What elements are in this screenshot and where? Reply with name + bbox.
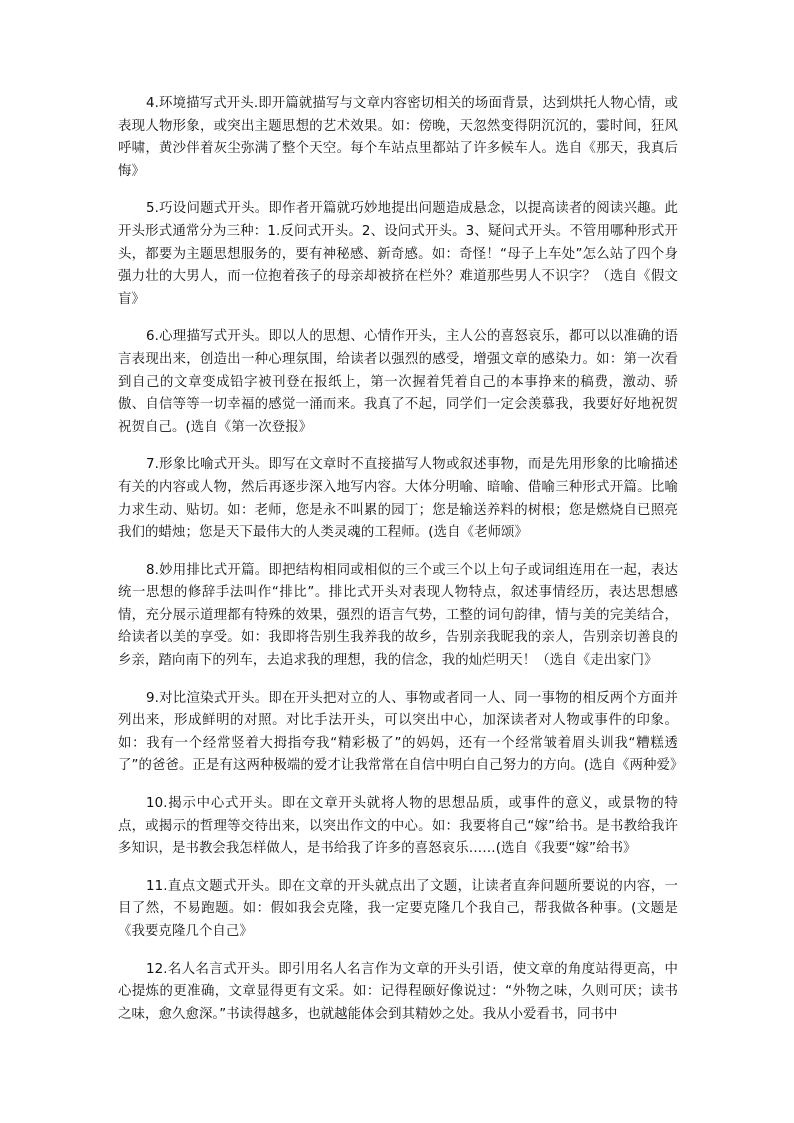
paragraph-environment-description: 4.环境描写式开头.即开篇就描写与文章内容密切相关的场面背景，达到烘托人物心情，或表现人物形象，或突出主题思想的艺术效果。如：傍晚，天忽然变得阴沉沉的，霎时间，狂风呼啸，黄沙伴着灰尘弥满了整个天空。每个车站点里都站了许多候车人。选自《那天，我真后悔》 [118, 96, 678, 179]
paragraph-question-opening: 5.巧设问题式开头。即作者开篇就巧妙地提出问题造成悬念，以提高读者的阅读兴趣。此开头形式通常分为三种：1.反问式开头。2、设问式开头。3、疑问式开头。不管用哪种形式开头，都要为主题思想服务的，要有神秘感、新奇感。如：奇怪！“母子上车处”怎么站了四个身强力壮的大男人，而一位抱着孩子的母亲却被挤在栏外？难道那些男人不识字？（选自《假文盲》 [118, 201, 678, 307]
paragraph-metaphor-opening: 7.形象比喻式开头。即写在文章时不直接描写人物或叙述事物，而是先用形象的比喻描述有关的内容或人物，然后再逐步深入地写内容。大体分明喻、暗喻、借喻三种形式开篇。比喻力求生动、贴切。如：老师，您是永不叫累的园丁；您是输送养料的树根；您是燃烧自已照亮我们的蜡烛；您是天下最伟大的人类灵魂的工程师。(选自《老师颂》 [118, 457, 678, 541]
paragraph-central-idea-opening: 10.揭示中心式开头。即在文章开头就将人物的思想品质，或事件的意义，或景物的特点，或揭示的哲理等交待出来，以突出作文的中心。如：我要将自己“嫁”给书。是书教给我许多知识，是书教会我怎样做人，是书给我了许多的喜怒哀乐……(选自《我要“嫁”给书》 [118, 796, 678, 857]
paragraph-contrast-opening: 9.对比渲染式开头。即在开头把对立的人、事物或者同一人、同一事物的相反两个方面并列出来，形成鲜明的对照。对比手法开头，可以突出中心，加深读者对人物或事件的印象。如：我有一个经常竖着大拇指夸我“精彩极了”的妈妈，还有一个经常皱着眉头训我“糟糕透了”的爸爸。正是有这两种极端的爱才让我常常在自信中明白自己努力的方向。(选自《两种爱》 [118, 690, 684, 774]
document-body [118, 93, 684, 1041]
paragraph-parallelism-opening: 8.妙用排比式开篇。即把结构相同或相似的三个或三个以上句子或词组连用在一起，表达统一思想的修辞手法叫作“排比”。排比式开头对表现人物特点，叙述事情经历，表达思想感情，充分展示道理都有特殊的效果，强烈的语言气势，工整的词句韵律，情与美的完美结合，给读者以美的享受。如：我即将告别生我养我的故乡，告别亲我昵我的亲人，告别亲切善良的乡亲，踏向南下的列车，去追求我的理想，我的信念，我的灿烂明天！（选自《走出家门》 [118, 562, 678, 669]
paragraph-psychological-description: 6.心理描写式开头。即以人的思想、心情作开头，主人公的喜怒哀乐，都可以以准确的语言表现出来，创造出一种心理氛围，给读者以强烈的感受，增强文章的感染力。如：第一次看到自己的文章变成铅字被刊登在报纸上，第一次握着凭着自己的本事挣来的稿费，激动、骄傲、自信等等一切幸福的感觉一涌而来。我真了不起，同学们一定会羡慕我，我要好好地祝贺祝贺自己。(选自《第一次登报》 [118, 329, 678, 435]
paragraph-title-point-opening: 11.直点文题式开头。即在文章的开头就点出了文题，让读者直奔问题所要说的内容，一目了然，不易跑题。如：假如我会克隆，我一定要克隆几个我自己，帮我做各种事。(文题是《我要克隆几个自己》 [118, 878, 678, 939]
paragraph-famous-quote-opening: 12.名人名言式开头。即引用名人名言作为文章的开头引语，使文章的角度站得更高，中心提炼的更准确，文章显得更有文采。如：记得程颐好像说过：“外物之味，久则可厌；读书之味，愈久愈深。”书读得越多，也就越能体会到其精妙之处。我从小爱看书，同书中 [118, 961, 678, 1022]
